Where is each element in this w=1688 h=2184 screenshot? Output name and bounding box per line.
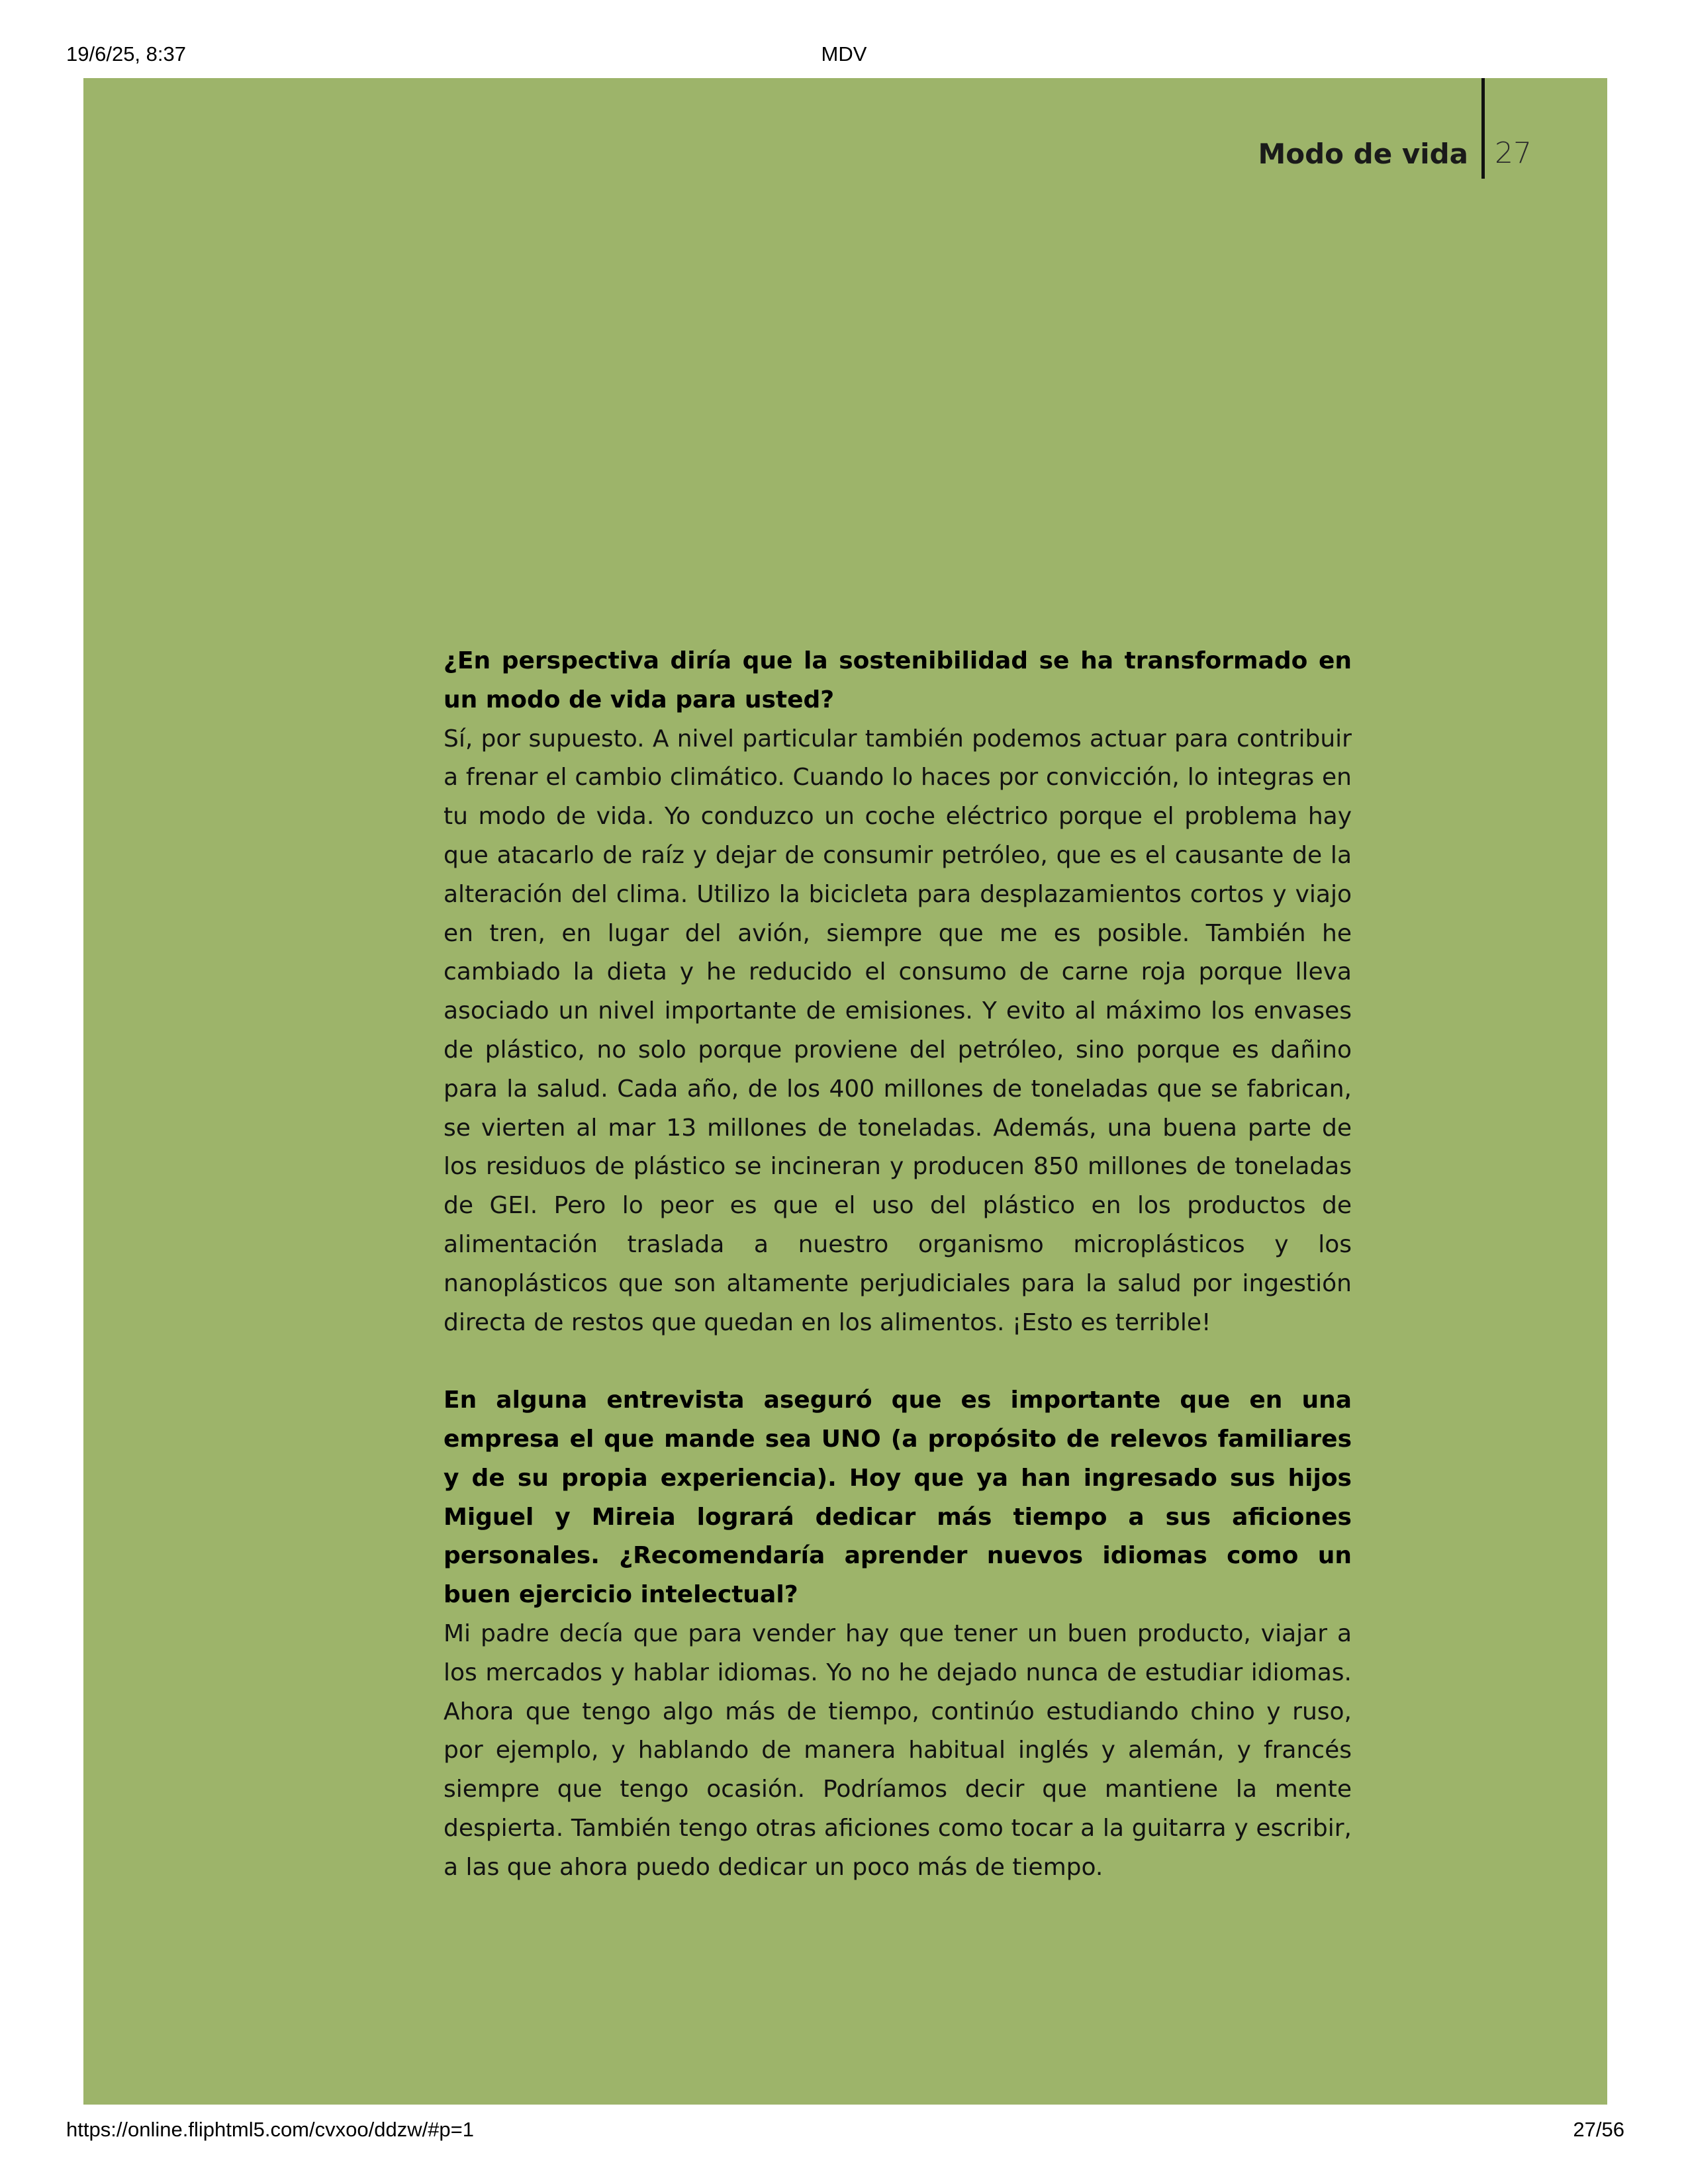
print-url: https://online.fliphtml5.com/cvxoo/ddzw/#p=1 <box>66 2118 475 2141</box>
qa-block <box>444 1381 1352 1887</box>
running-head <box>83 78 1607 277</box>
print-timestamp: 19/6/25, 8:37 <box>66 42 186 66</box>
page-number: 27 <box>1495 136 1532 170</box>
section-title: Modo de vida <box>1258 138 1468 170</box>
interview-question: En alguna entrevista aseguró que es importante que en una empresa el que mande sea UNO (a propósito de relevos familiares y de su propia experiencia). Hoy que ya han ingresado sus hijos Miguel y Mireia logrará dedicar más tiempo a sus aficiones personales. ¿Recomendaría aprender nuevos idiomas como un buen ejercicio intelectual? <box>444 1387 1352 1609</box>
interview-answer: Sí, por supuesto. A nivel particular también podemos actuar para contribuir a frenar el cambio climático. Cuando lo haces por convicción, lo integras en tu modo de vida. Yo conduzco un coche eléctrico porque el problema hay que atacarlo de raíz y dejar de consumir petróleo, que es el causante de la alteración del clima. Utilizo la bicicleta para desplazamientos cortos y viajo en tren, en lugar del avión, siempre que me es posible. También he cambiado la dieta y he reducido el consumo de carne roja porque lleva asociado un nivel importante de emisiones. Y evito al máximo los envases de plástico, no solo porque proviene del petróleo, sino porque es dañino para la salud. Cada año, de los 400 millones de toneladas que se fabrican, se vierten al mar 13 millones de toneladas. Además, una buena parte de los residuos de plástico se incineran y producen 850 millones de toneladas de GEI. Pero lo peor es que el uso del plástico en los productos de alimentación traslada a nuestro organismo microplásticos y los nanoplásticos que son altamente perjudiciales para la salud por ingestión directa de restos que quedan en los alimentos. ¡Esto es terrible! <box>444 725 1352 1336</box>
interview-article <box>444 642 1352 1888</box>
magazine-page <box>83 78 1607 2105</box>
header-divider <box>1481 78 1485 179</box>
print-page-counter: 27/56 <box>1573 2118 1624 2141</box>
interview-answer: Mi padre decía que para vender hay que tener un buen producto, viajar a los mercados y hablar idiomas. Yo no he dejado nunca de estudiar idiomas. Ahora que tengo algo más de tiempo, continúo estudiando chino y ruso, por ejemplo, y hablando de manera habitual inglés y alemán, y francés siempre que tengo ocasión. Podríamos decir que mantiene la mente despierta. También tengo otras aficiones como tocar a la guitarra y escribir, a las que ahora puedo dedicar un poco más de tiempo. <box>444 1619 1352 1881</box>
print-document-title: MDV <box>821 42 867 66</box>
interview-question: ¿En perspectiva diría que la sostenibilidad se ha transformado en un modo de vida para usted? <box>444 647 1352 713</box>
qa-block <box>444 642 1352 1342</box>
